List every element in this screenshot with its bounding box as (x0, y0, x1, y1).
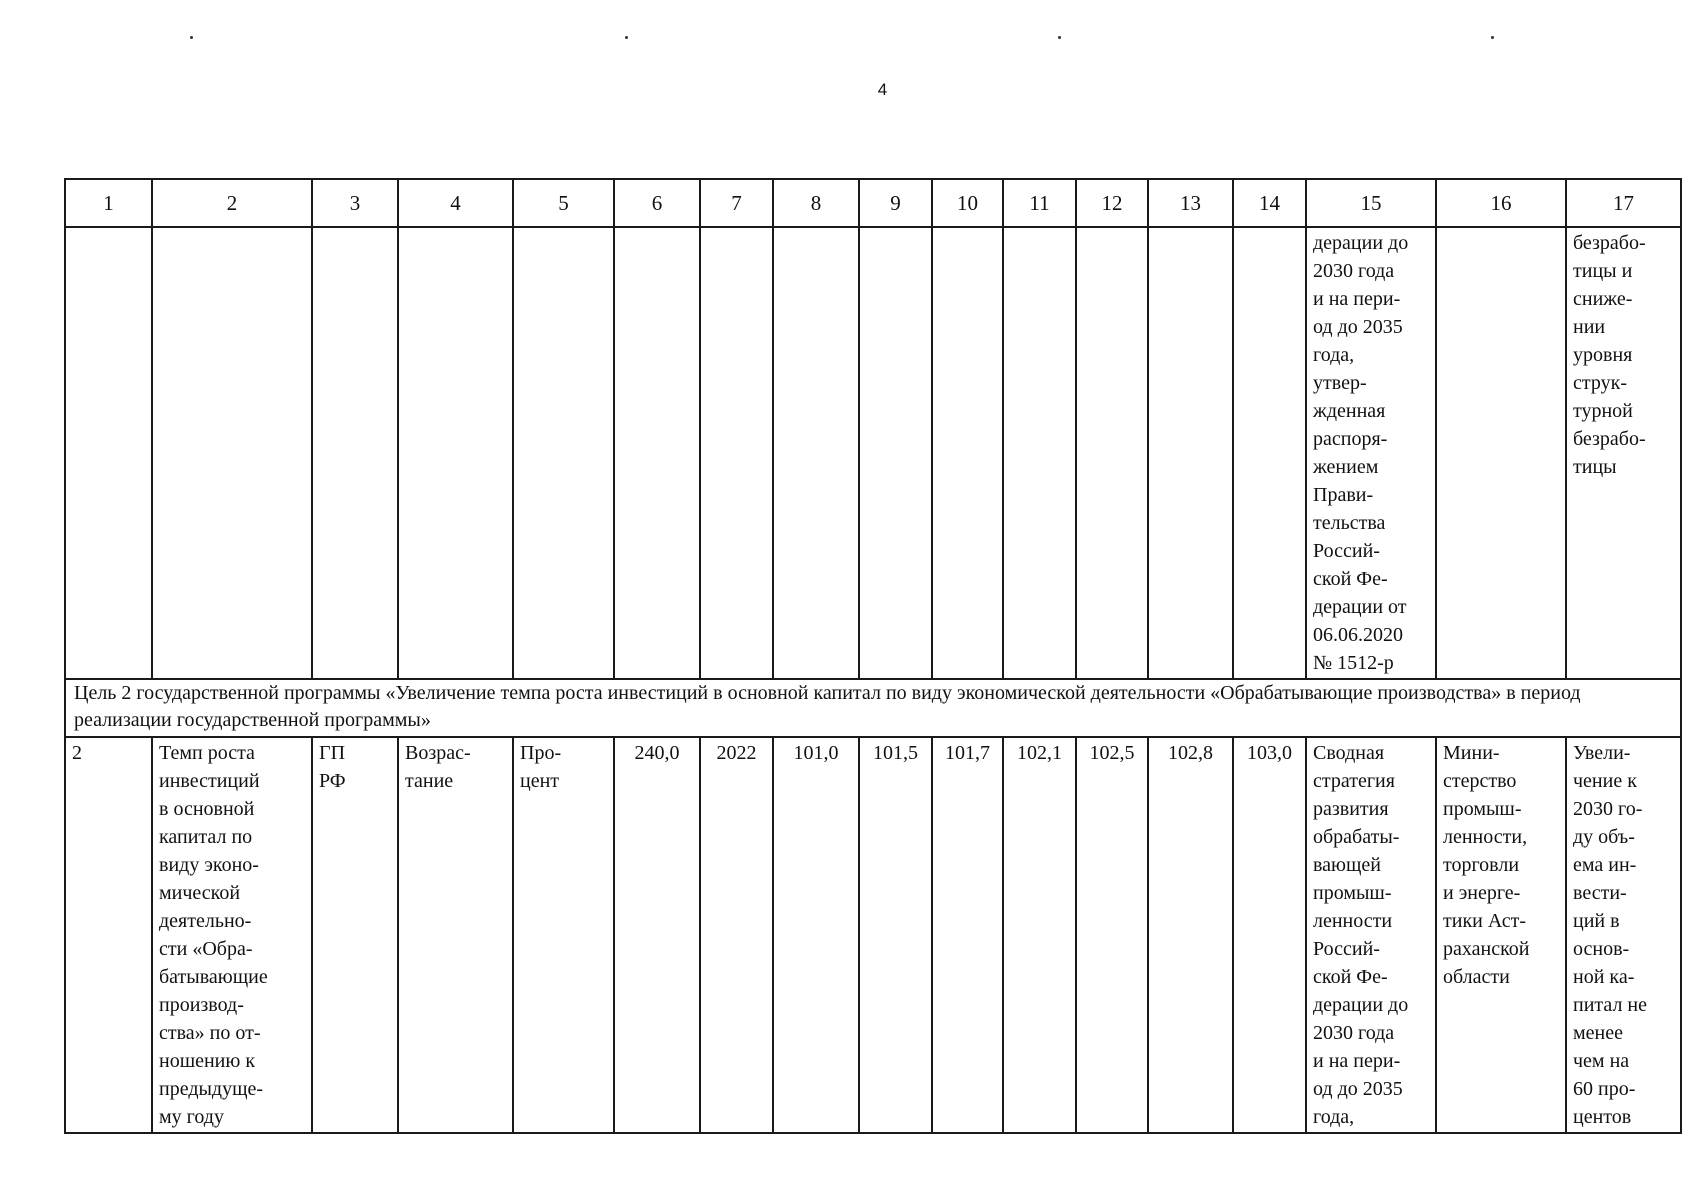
table-cell (1003, 227, 1076, 679)
column-header: 11 (1003, 179, 1076, 227)
table-cell (773, 227, 859, 679)
indicator-level-cell: ГП РФ (312, 737, 398, 1133)
row-number-cell: 2 (65, 737, 152, 1133)
strategy-document-cell: Сводная стратегия развития обрабаты- вающей промыш- ленности Россий- ской Фе- дерации до 2030 года и на пери- од до 2035 года, (1306, 737, 1436, 1133)
expected-result-cell: безрабо- тицы и сниже- нии уровня струк- турной безрабо- тицы (1566, 227, 1681, 679)
indicator-name-cell: Темп роста инвестиций в основной капитал по виду эконо- мической деятельно- сти «Обра- батывающие производ- ства» по от- ношению к предыдуще- му году (152, 737, 312, 1133)
table-cell (859, 227, 932, 679)
column-header: 4 (398, 179, 513, 227)
strategy-document-cell: дерации до 2030 года и на пери- од до 2035 года, утвер- жденная распоря- жением Прави- тельства Россий- ской Фе- дерации от 06.06.2020 № 1512-р (1306, 227, 1436, 679)
table-cell (513, 227, 614, 679)
column-header: 1 (65, 179, 152, 227)
page-number: 4 (877, 80, 888, 99)
scan-dot (625, 36, 628, 39)
column-header: 17 (1566, 179, 1681, 227)
base-year-cell: 2022 (700, 737, 773, 1133)
value-cell: 101,7 (932, 737, 1003, 1133)
table-cell (312, 227, 398, 679)
scan-dot (1058, 36, 1061, 39)
table-cell (65, 227, 152, 679)
value-cell: 102,8 (1148, 737, 1233, 1133)
column-header: 6 (614, 179, 700, 227)
column-header: 16 (1436, 179, 1566, 227)
column-header: 12 (1076, 179, 1148, 227)
column-header: 15 (1306, 179, 1436, 227)
scan-dot (190, 36, 193, 39)
table-cell (614, 227, 700, 679)
column-header: 9 (859, 179, 932, 227)
column-header: 10 (932, 179, 1003, 227)
indicator-row (65, 737, 1681, 1133)
unit-cell: Про- цент (513, 737, 614, 1133)
column-header: 13 (1148, 179, 1233, 227)
column-header: 2 (152, 179, 312, 227)
column-header: 3 (312, 179, 398, 227)
responsible-body-cell: Мини- стерство промыш- ленности, торговли и энерге- тики Аст- раханской области (1436, 737, 1566, 1133)
column-number-row (65, 179, 1681, 227)
table-cell (1233, 227, 1306, 679)
value-cell: 101,5 (859, 737, 932, 1133)
trend-cell: Возрас- тание (398, 737, 513, 1133)
table-cell (1148, 227, 1233, 679)
column-header: 14 (1233, 179, 1306, 227)
value-cell: 103,0 (1233, 737, 1306, 1133)
table-cell (1436, 227, 1566, 679)
value-cell: 101,0 (773, 737, 859, 1133)
table-cell (398, 227, 513, 679)
table-cell (700, 227, 773, 679)
scan-dot (1491, 36, 1494, 39)
base-value-cell: 240,0 (614, 737, 700, 1133)
expected-result-cell: Увели- чение к 2030 го- ду объ- ема ин- вести- ций в основ- ной ка- питал не менее чем на 60 про- центов (1566, 737, 1681, 1133)
table-cell (1076, 227, 1148, 679)
column-header: 7 (700, 179, 773, 227)
value-cell: 102,1 (1003, 737, 1076, 1133)
continuation-row (65, 227, 1681, 679)
indicator-table (64, 178, 1682, 1134)
table-cell (152, 227, 312, 679)
goal-row (65, 679, 1681, 737)
value-cell: 102,5 (1076, 737, 1148, 1133)
table-cell (932, 227, 1003, 679)
goal-heading: Цель 2 государственной программы «Увеличение темпа роста инвестиций в основной капитал по виду экономической деятельности «Обрабатывающие производства» в период реализации государственной программы» (65, 679, 1681, 737)
column-header: 8 (773, 179, 859, 227)
column-header: 5 (513, 179, 614, 227)
